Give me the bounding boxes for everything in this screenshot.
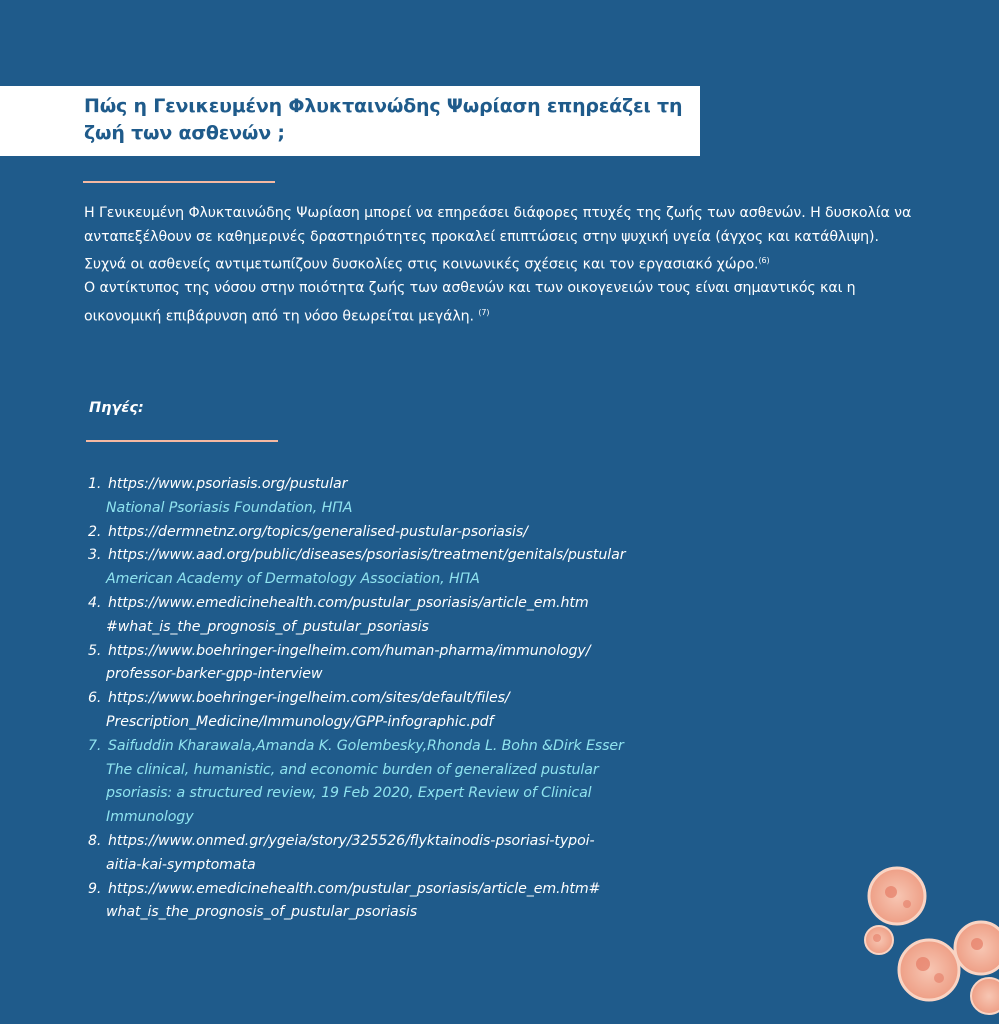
- reference-number: 1.: [88, 476, 102, 492]
- paragraph-1-text: Η Γενικευμένη Φλυκταινώδης Ψωρίαση μπορεί να επηρεάσει διάφορες πτυχές της ζωής των ασθενών. Η δυσκολία να ανταπεξέλθουν σε καθημερινές δραστηριότητες προκαλεί επιπτώσεις στην ψυχική υγεία (άγχος και κατάθλιψη). Συχνά οι ασθενείς αντιμετωπίζουν δυσκολίες στις κοινωνικές σχέσεις και τον εργασιακό χώρο.: [84, 205, 912, 273]
- reference-link: https://dermnetnz.org/topics/generalised-pustular-psoriasis/: [108, 523, 528, 540]
- page-title: Πώς η Γενικευμένη Φλυκταινώδης Ψωρίαση επηρεάζει τη ζωή των ασθενών ;: [84, 95, 683, 144]
- reference-source: Immunology: [106, 809, 194, 826]
- reference-link: Prescription_Medicine/Immunology/GPP-infographic.pdf: [106, 713, 494, 730]
- reference-source: psoriasis: a structured review, 19 Feb 2020, Expert Review of Clinical: [106, 785, 592, 802]
- reference-link: https://www.emedicinehealth.com/pustular_psoriasis/article_em.htm: [108, 594, 589, 611]
- reference-source: American Academy of Dermatology Association, ΗΠΑ: [106, 571, 480, 588]
- reference-link: professor-barker-gpp-interview: [106, 666, 323, 683]
- reference-item: [88, 592, 708, 640]
- reference-number: 4.: [88, 594, 102, 611]
- citation-7: (7): [478, 307, 490, 317]
- reference-link: https://www.aad.org/public/diseases/psoriasis/treatment/genitals/pustular: [108, 547, 626, 564]
- reference-number: 3.: [88, 547, 102, 564]
- reference-link: https://www.onmed.gr/ygeia/story/325526/flyktainodis-psoriasi-typoi-: [108, 832, 595, 849]
- reference-source: The clinical, humanistic, and economic burden of generalized pustular: [106, 761, 599, 778]
- reference-number: 8.: [88, 832, 102, 849]
- reference-item: [88, 521, 708, 545]
- reference-source: Saifuddin Kharawala,Amanda K. Golembesky,Rhonda L. Bohn &Dirk Esser: [108, 737, 624, 754]
- citation-6: (6): [758, 256, 770, 265]
- reference-item: [88, 878, 708, 926]
- reference-item: [88, 735, 708, 830]
- reference-link: aitia-kai-symptomata: [106, 856, 256, 873]
- reference-link: https://www.boehringer-ingelheim.com/human-pharma/immunology/: [108, 642, 591, 659]
- reference-link: https://www.emedicinehealth.com/pustular_psoriasis/article_em.htm#: [108, 880, 601, 897]
- reference-list: [88, 473, 708, 925]
- reference-number: 2.: [88, 523, 102, 540]
- reference-item: [88, 473, 708, 521]
- reference-item: [88, 544, 708, 592]
- title-banner: [0, 86, 700, 156]
- reference-link: https://www.psoriasis.org/pustular: [108, 476, 348, 492]
- reference-item: [88, 830, 708, 878]
- pustule-cells-illustration: [839, 864, 999, 1024]
- paragraph-2-text: Ο αντίκτυπος της νόσου στην ποιότητα ζωής των ασθενών και των οικογενειών τους είναι σημαντικός και η οικονομική επιβάρυνση από τη νόσο θεωρείται μεγάλη.: [84, 280, 856, 325]
- reference-number: 7.: [88, 737, 102, 754]
- reference-number: 9.: [88, 880, 102, 897]
- body-text: [84, 202, 914, 329]
- reference-item: [88, 640, 708, 688]
- reference-number: 5.: [88, 642, 102, 659]
- reference-link: #what_is_the_prognosis_of_pustular_psoriasis: [106, 618, 429, 635]
- reference-item: [88, 687, 708, 735]
- reference-link: what_is_the_prognosis_of_pustular_psoriasis: [106, 904, 418, 921]
- divider-top: [83, 181, 275, 183]
- reference-source: National Psoriasis Foundation, ΗΠΑ: [106, 499, 353, 516]
- reference-number: 6.: [88, 690, 102, 707]
- reference-link: https://www.boehringer-ingelheim.com/sites/default/files/: [108, 690, 510, 707]
- sources-heading: Πηγές:: [89, 400, 144, 416]
- divider-sources: [86, 440, 278, 442]
- paragraph-1: [84, 202, 914, 277]
- paragraph-2: [84, 277, 914, 329]
